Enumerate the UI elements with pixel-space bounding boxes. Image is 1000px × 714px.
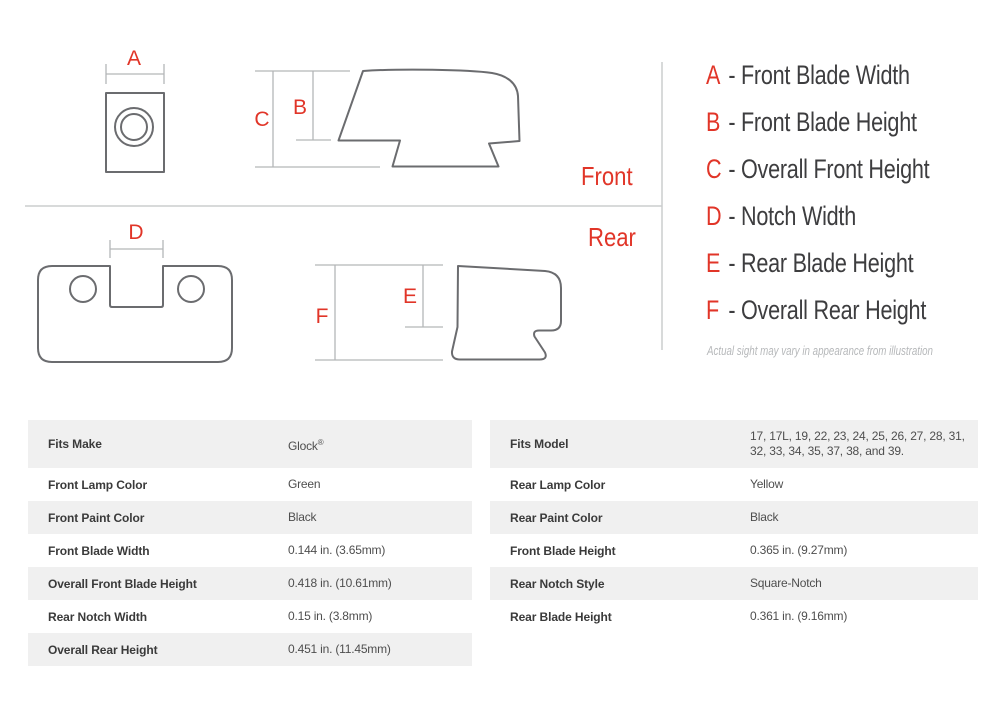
legend-label: Notch Width	[740, 201, 856, 231]
spec-value: 0.144 in. (3.65mm)	[288, 543, 386, 557]
legend-separator: -	[728, 295, 736, 325]
rear-sight-body	[38, 266, 232, 362]
rear-lamp-left	[70, 276, 96, 302]
spec-value: Glock®	[288, 437, 324, 453]
legend-item-e	[706, 240, 929, 287]
table-row	[490, 468, 978, 501]
spec-label: Fits Model	[510, 437, 569, 451]
front-sight-front-view	[106, 93, 164, 172]
spec-value: Yellow	[750, 477, 784, 491]
spec-label: Rear Notch Width	[48, 609, 147, 624]
table-row	[28, 420, 472, 468]
table-row	[28, 633, 472, 666]
spec-label: Overall Front Blade Height	[48, 576, 197, 591]
spec-table-left	[28, 420, 472, 666]
table-row	[490, 534, 978, 567]
spec-label: Front Blade Width	[48, 543, 150, 558]
spec-value: 0.365 in. (9.27mm)	[750, 543, 848, 557]
front-lamp-inner-ring	[121, 114, 147, 140]
table-row	[490, 501, 978, 534]
legend-letter: D	[706, 201, 722, 231]
spec-label: Rear Notch Style	[510, 576, 605, 591]
dim-label-e: E	[402, 285, 417, 308]
legend-item-c	[706, 146, 929, 193]
table-row	[28, 534, 472, 567]
spec-value: 0.361 in. (9.16mm)	[750, 609, 848, 623]
legend-item-f	[706, 287, 929, 334]
legend-label: Front Blade Height	[740, 107, 917, 137]
legend-label: Rear Blade Height	[740, 248, 914, 278]
spec-label: Front Paint Color	[48, 510, 145, 525]
legend-letter: C	[706, 154, 722, 184]
spec-label: Front Blade Height	[510, 543, 616, 558]
dim-label-f: F	[315, 305, 329, 328]
legend-letter: A	[706, 60, 721, 90]
rear-lamp-right	[178, 276, 204, 302]
spec-value: 0.418 in. (10.61mm)	[288, 576, 392, 590]
legend-item-a	[706, 52, 929, 99]
front-view-label: Front	[581, 161, 633, 191]
dim-label-a: A	[126, 47, 141, 70]
legend-label: Front Blade Width	[740, 60, 910, 90]
spec-value: Green	[288, 477, 321, 491]
legend-separator: -	[728, 60, 736, 90]
legend-label: Overall Front Height	[740, 154, 930, 184]
disclaimer-text: Actual sight may vary in appearance from illustration	[707, 343, 933, 358]
legend-separator: -	[728, 248, 736, 278]
spec-label: Overall Rear Height	[48, 642, 158, 657]
spec-label: Front Lamp Color	[48, 477, 148, 492]
table-row	[490, 567, 978, 600]
dim-label-b: B	[292, 96, 307, 119]
front-sight-body	[106, 93, 164, 172]
table-row	[28, 600, 472, 633]
spec-label: Rear Paint Color	[510, 510, 603, 525]
table-row	[28, 501, 472, 534]
legend-separator: -	[728, 107, 736, 137]
spec-value: 0.15 in. (3.8mm)	[288, 609, 373, 623]
spec-label: Rear Lamp Color	[510, 477, 606, 492]
rear-sight-front-view	[38, 266, 232, 362]
registered-mark: ®	[317, 437, 324, 447]
legend-item-b	[706, 99, 929, 146]
rear-sight-side-view	[452, 266, 561, 360]
dimension-legend	[706, 52, 985, 334]
legend-label: Overall Rear Height	[740, 295, 927, 325]
legend-separator: -	[728, 201, 736, 231]
front-sight-profile	[339, 70, 520, 167]
dimension-e-f-lines	[315, 265, 443, 360]
spec-label: Fits Make	[48, 437, 102, 451]
legend-letter: F	[706, 295, 719, 325]
legend-letter: E	[706, 248, 721, 278]
spec-value: Black	[288, 510, 317, 524]
spec-label: Rear Blade Height	[510, 609, 612, 624]
spec-value: Square-Notch	[750, 576, 822, 590]
table-row	[28, 468, 472, 501]
spec-value: 0.451 in. (11.45mm)	[288, 642, 391, 656]
legend-separator: -	[728, 154, 736, 184]
spec-value: 17, 17L, 19, 22, 23, 24, 25, 26, 27, 28, 31, 32, 33, 34, 35, 37, 38, and 39.	[750, 429, 965, 458]
table-row	[28, 567, 472, 600]
rear-view-label: Rear	[588, 222, 636, 252]
table-row	[490, 600, 978, 633]
spec-value: Black	[750, 510, 779, 524]
rear-sight-profile	[452, 266, 561, 360]
table-row	[490, 420, 978, 468]
legend-item-d	[706, 193, 929, 240]
spec-table-right	[490, 420, 978, 633]
dim-label-c: C	[254, 108, 270, 131]
dimension-b-c-lines	[255, 71, 380, 167]
dim-label-d: D	[128, 221, 144, 244]
legend-letter: B	[706, 107, 721, 137]
front-sight-side-view	[339, 70, 520, 167]
